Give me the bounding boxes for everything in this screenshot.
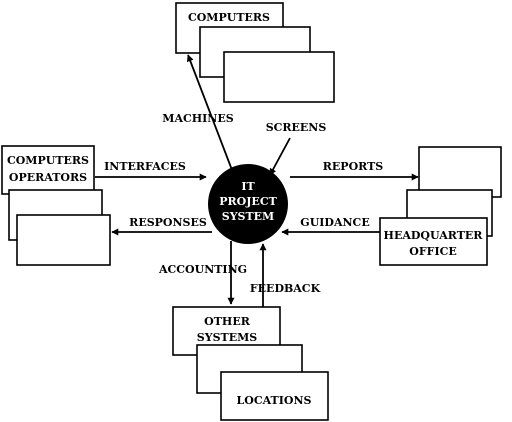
reports-label: REPORTS (322, 160, 384, 173)
other-systems-label-line1: OTHER (204, 315, 250, 328)
computer-operators-node (2, 146, 110, 265)
interfaces-label: INTERFACES (104, 160, 186, 173)
feedback-label: FEEDBACK (249, 282, 321, 295)
it-project-system-node (208, 164, 288, 244)
center-label-line3: SYSTEM (221, 210, 275, 223)
screens-arrow (270, 138, 290, 175)
locations-label: LOCATIONS (236, 394, 312, 407)
accounting-label: ACCOUNTING (158, 263, 248, 276)
responses-label: RESPONSES (129, 216, 207, 229)
operators-label-line2: OPERATORS (8, 171, 88, 184)
center-label-line1: IT (241, 180, 255, 193)
operators-box-3 (17, 215, 110, 265)
other-systems-label-line2: SYSTEMS (196, 331, 258, 344)
computers-box-3 (224, 52, 334, 102)
other-systems-node (173, 307, 328, 420)
center-label-line2: PROJECT (219, 195, 277, 208)
screens-label: SCREENS (265, 121, 327, 134)
headquarter-office-node (380, 147, 501, 265)
computers-label: COMPUTERS (187, 11, 271, 24)
hq-label-line2: OFFICE (409, 245, 457, 258)
guidance-label: GUIDANCE (300, 216, 370, 229)
hq-label-line1: HEADQUARTER (383, 229, 483, 242)
machines-label: MACHINES (162, 112, 234, 125)
operators-label-line1: COMPUTERS (6, 154, 90, 167)
